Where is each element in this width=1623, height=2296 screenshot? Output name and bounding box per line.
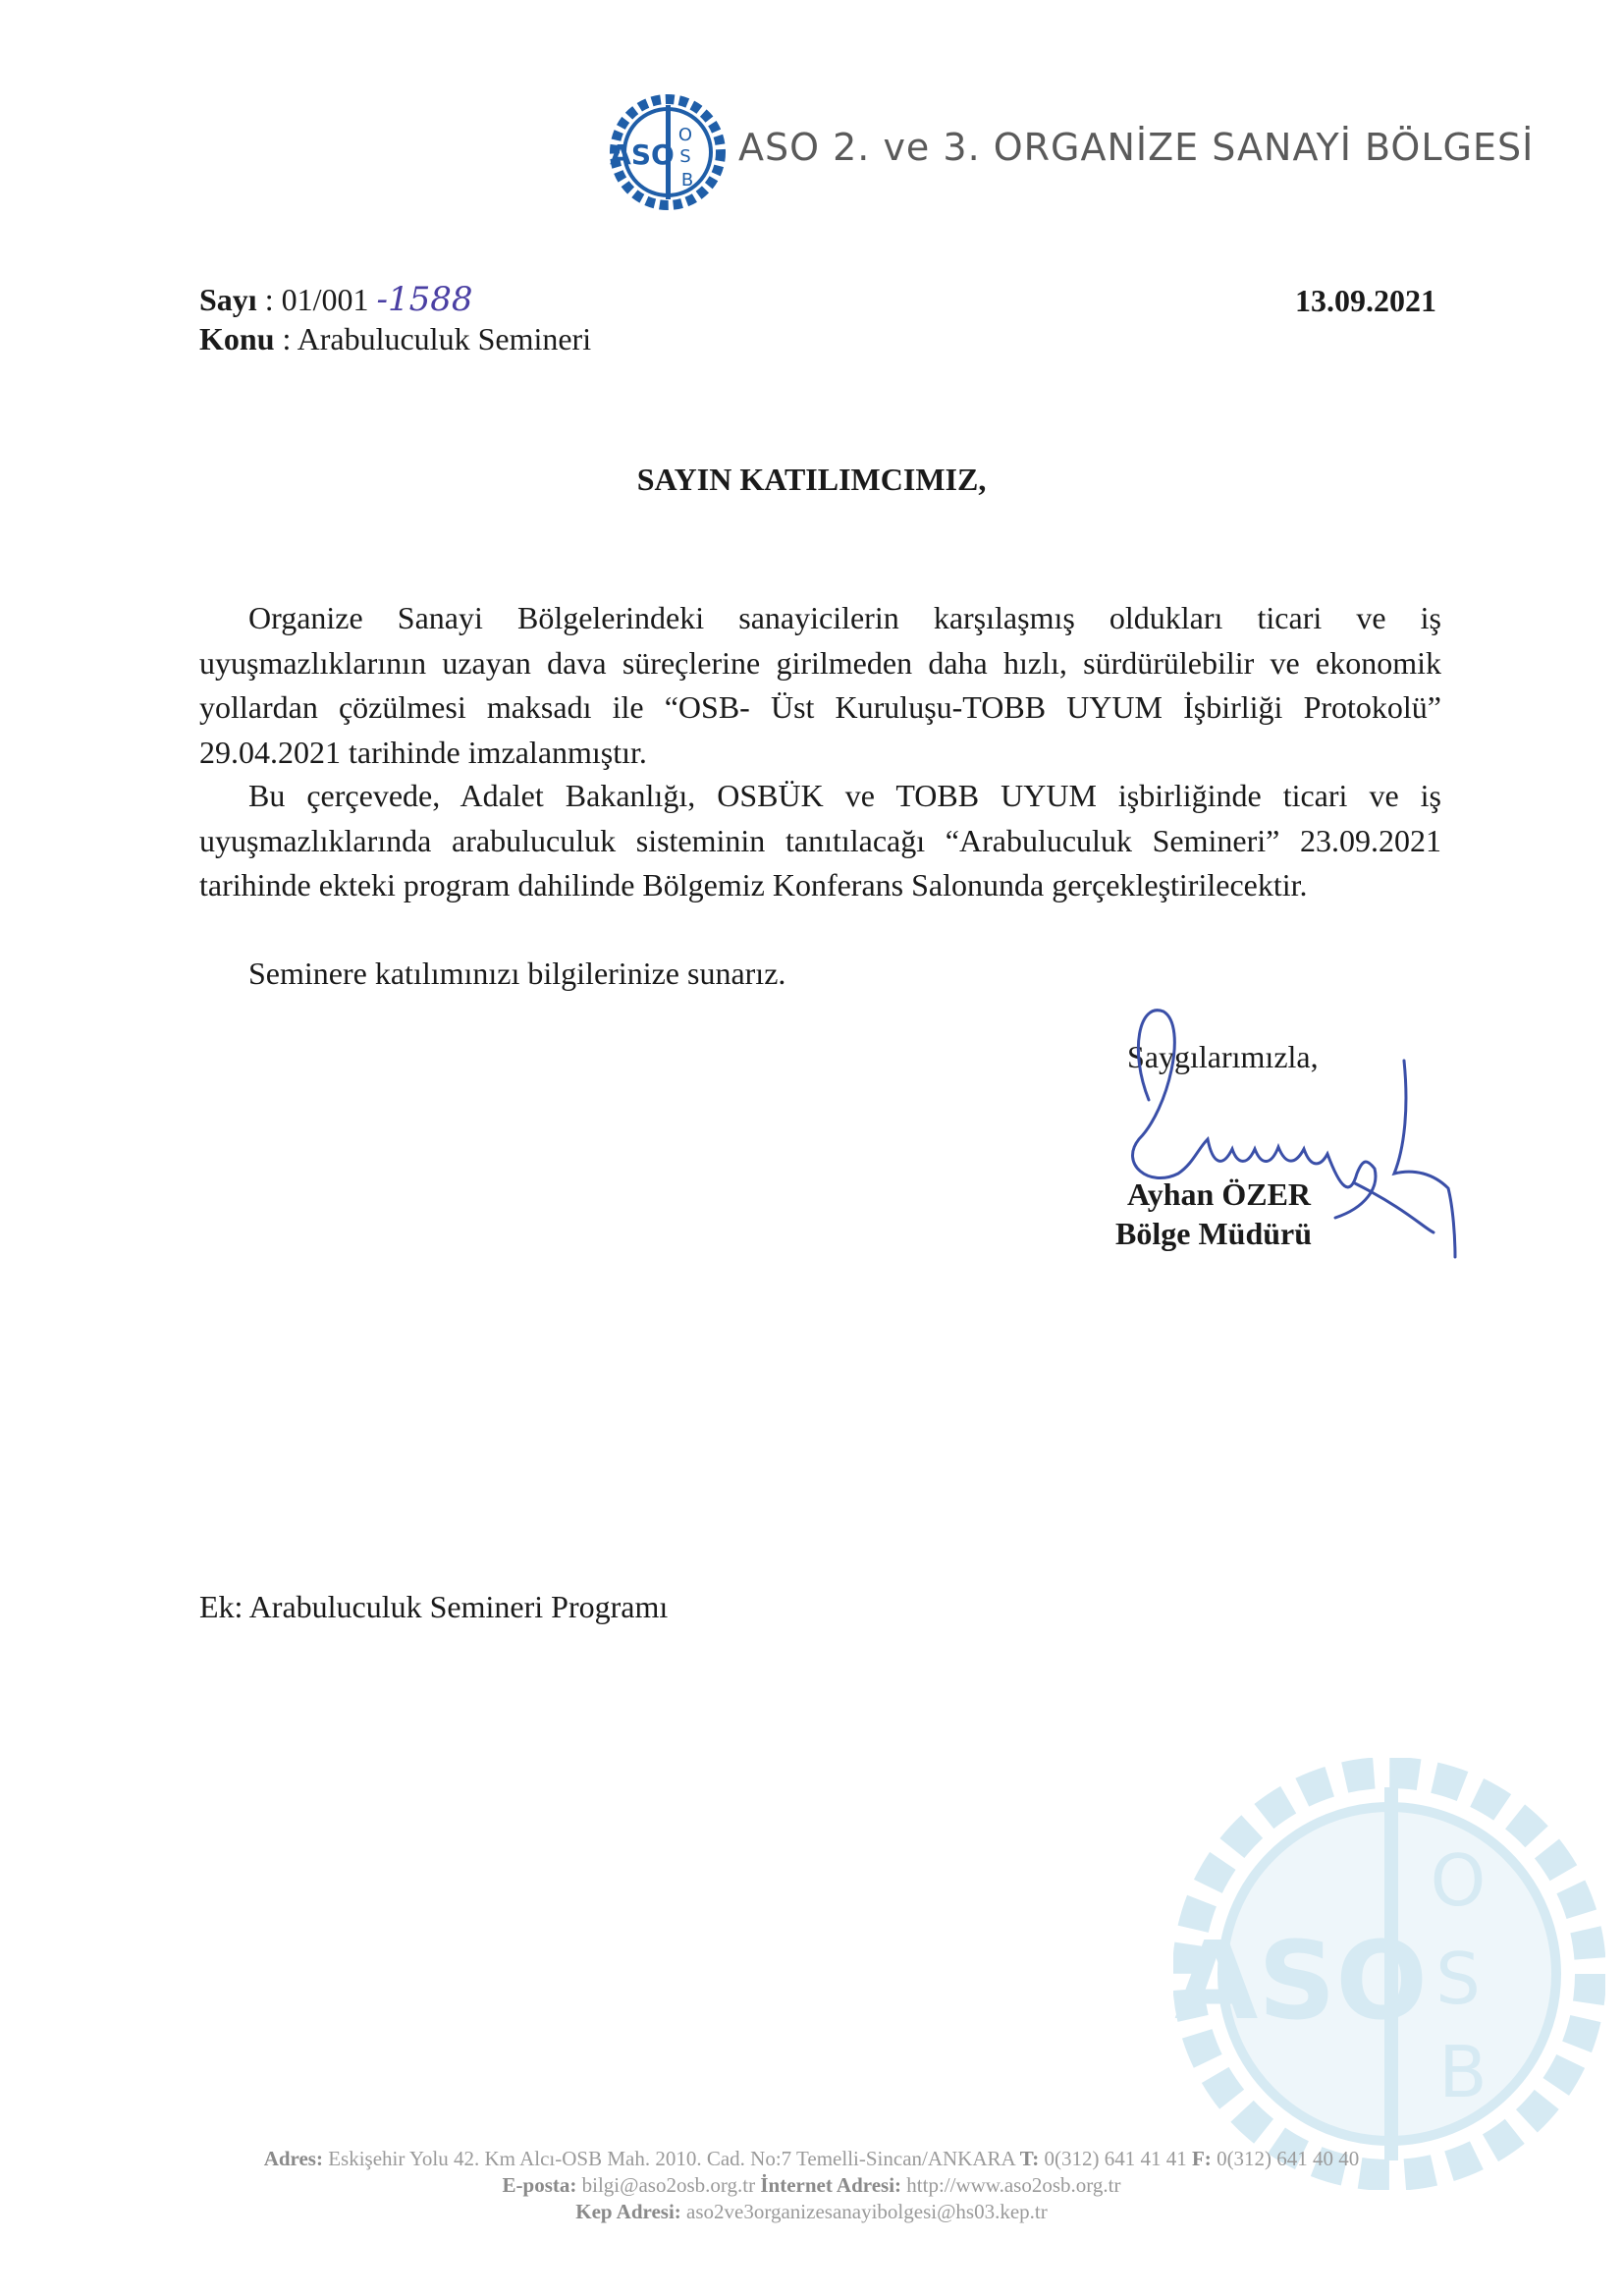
letter-number-row [199,280,472,319]
body-paragraph-2: Bu çerçevede, Adalet Bakanlığı, OSBÜK ve TOBB UYUM işbirliğinde ticari ve iş uyuşmazlıklarında arabuluculuk sisteminin tanıtılacağı “Arabuluculuk Semineri” 23.09.2021 tarihinde ekteki program dahilinde Bölgemiz Konferans Salonunda gerçekleştirilecektir. [199,778,1441,902]
svg-text:O: O [1430,1839,1487,1922]
signer-name: Ayhan ÖZER [1127,1176,1312,1212]
footer-kep-label: Kep Adresi: [575,2200,681,2223]
footer-email-label: E-posta: [502,2173,577,2197]
footer-address-line [0,2147,1623,2171]
footer-web[interactable]: http://www.aso2osb.org.tr [906,2173,1121,2197]
footer-phone-label: T: [1019,2147,1040,2170]
signer-title: Bölge Müdürü [1115,1216,1313,1251]
footer-email[interactable]: bilgi@aso2osb.org.tr [581,2173,756,2197]
footer-web-label: İnternet Adresi: [760,2173,902,2197]
svg-text:ASO: ASO [1174,1918,1428,2044]
footer-address-label: Adres: [263,2147,323,2170]
footer-fax-label: F: [1191,2147,1212,2170]
subject-row [199,321,591,357]
svg-text:B: B [680,170,694,191]
svg-text:B: B [1438,2031,1488,2113]
svg-text:S: S [679,146,691,167]
body-paragraph-3: Seminere katılımınızı bilgilerinize sunarız. [248,956,786,991]
subject-value: : Arabuluculuk Semineri [282,321,592,356]
footer-phone: 0(312) 641 41 41 [1044,2147,1187,2170]
svg-text:S: S [1435,1938,1481,2020]
footer-kep-line [0,2200,1623,2224]
letter-number-label: Sayı [199,282,257,317]
footer-address: Eskişehir Yolu 42. Km Alcı-OSB Mah. 2010. Cad. No:7 Temelli-Sincan/ANKARA [328,2147,1015,2170]
attachment-note: Ek: Arabuluculuk Semineri Programı [199,1589,669,1624]
footer-fax: 0(312) 641 40 40 [1217,2147,1360,2170]
letter-number-value: : 01/001 [264,282,369,317]
body-paragraph-1: Organize Sanayi Bölgelerindeki sanayicilerin karşılaşmış oldukları ticari ve iş uyuşmazlıklarının uzayan dava süreçlerine girilmeden daha hızlı, sürdürülebilir ve ekonomik yollardan çözülmesi maksadı ile “OSB- Üst Kuruluşu-TOBB UYUM İşbirliği Protokolü” 29.04.2021 tarihinde imzalanmıştır. [199,600,1441,770]
closing: Saygılarımızla, [1127,1039,1319,1074]
salutation: SAYIN KATILIMCIMIZ, [636,462,987,497]
watermark-logo-icon [1173,1758,1605,2190]
organization-name: ASO 2. ve 3. ORGANİZE SANAYİ BÖLGESİ [738,126,1535,169]
letter-date: 13.09.2021 [1295,283,1436,318]
footer-kep[interactable]: aso2ve3organizesanayibolgesi@hs03.kep.tr [686,2200,1048,2223]
footer-contact-line [0,2173,1623,2198]
svg-text:O: O [677,125,693,145]
svg-text:ASO: ASO [610,138,675,171]
aso-osb-logo-icon [609,93,727,211]
letter-number-handwritten: -1588 [376,280,473,319]
subject-label: Konu [199,321,275,356]
